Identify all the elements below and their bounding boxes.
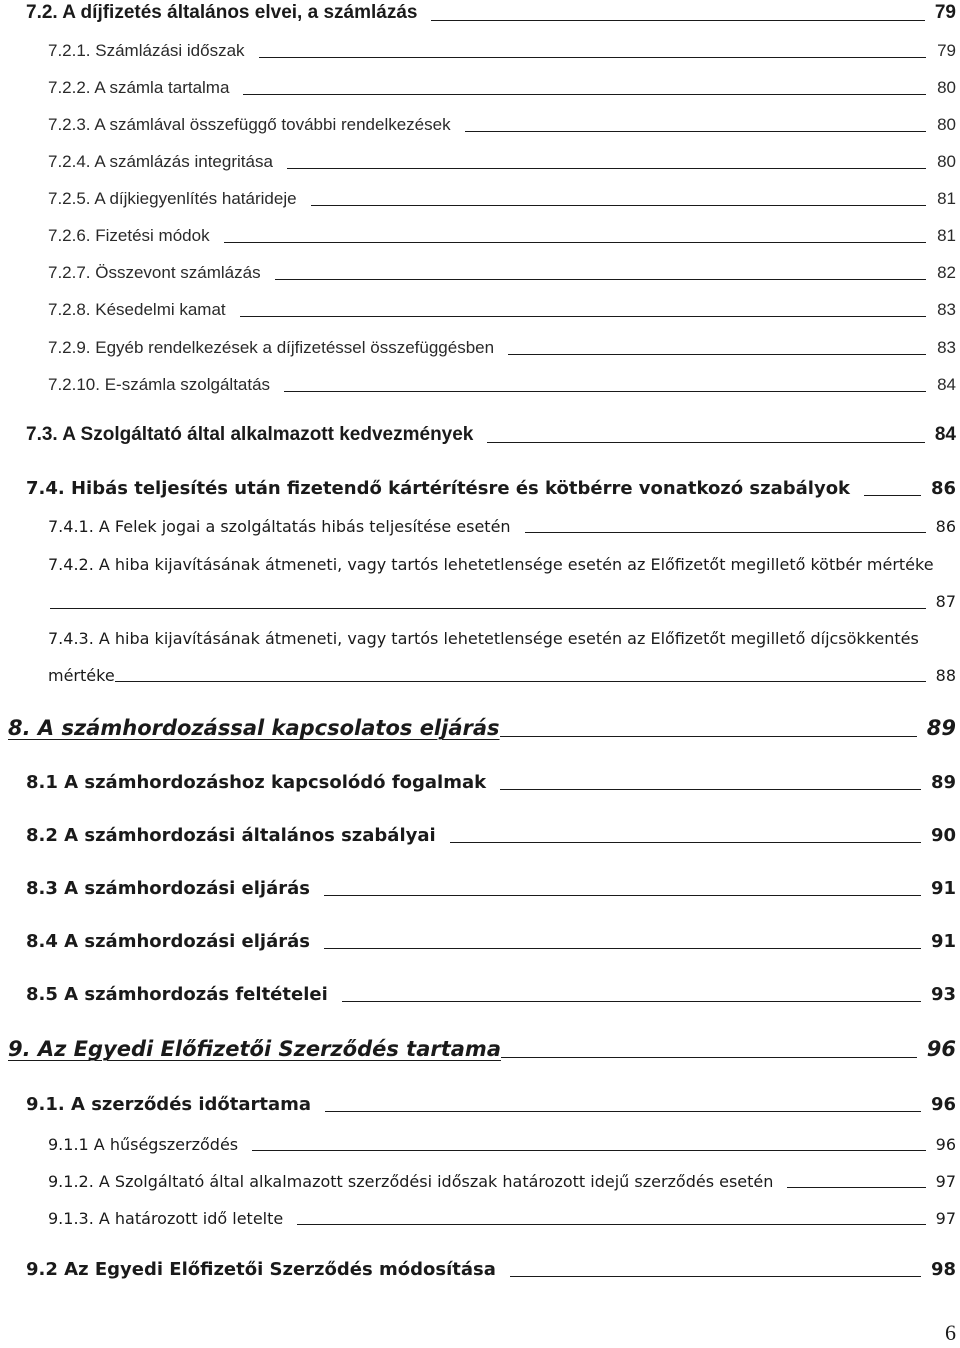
toc-entry-page: 86 bbox=[930, 478, 956, 499]
toc-entry[interactable] bbox=[26, 878, 956, 899]
toc-entry[interactable] bbox=[26, 1094, 956, 1115]
toc-entry-title: 8.3 A számhordozási eljárás bbox=[26, 878, 310, 899]
toc-entry[interactable] bbox=[48, 226, 956, 246]
toc-entry[interactable] bbox=[48, 263, 956, 283]
toc-entry-title: 8.1 A számhordozáshoz kapcsolódó fogalmak bbox=[26, 772, 487, 793]
toc-entry-title: 7.2.3. A számlával összefüggő további rendelkezések bbox=[48, 115, 451, 134]
toc-entry-title: 9.2 Az Egyedi Előfizetői Szerződés módosítása bbox=[26, 1259, 496, 1280]
toc-entry[interactable] bbox=[26, 2, 956, 24]
toc-entry-title: 8.5 A számhordozás feltételei bbox=[26, 984, 328, 1005]
toc-leader-line bbox=[500, 736, 917, 737]
toc-leader-line bbox=[297, 1224, 925, 1225]
toc-entry-title: 7.2.9. Egyéb rendelkezések a díjfizetéssel összefüggésben bbox=[48, 338, 495, 357]
toc-entry[interactable] bbox=[48, 152, 956, 172]
toc-leader-line bbox=[284, 391, 926, 392]
toc-entry-page: 80 bbox=[937, 152, 956, 171]
toc-entry[interactable] bbox=[48, 375, 956, 395]
toc-leader-line bbox=[311, 205, 926, 206]
toc-entry-page: 87 bbox=[935, 592, 956, 611]
toc-entry[interactable] bbox=[48, 517, 956, 536]
toc-entry[interactable] bbox=[48, 1209, 956, 1228]
toc-entry-title: 7.2.4. A számlázás integritása bbox=[48, 152, 273, 171]
toc-leader-line bbox=[243, 94, 926, 95]
toc-entry-title: 9.1.3. A határozott idő letelte bbox=[48, 1209, 284, 1228]
toc-entry-page: 97 bbox=[935, 1209, 956, 1228]
toc-leader-line bbox=[259, 57, 926, 58]
toc-leader-line bbox=[240, 316, 926, 317]
toc-entry-page: 91 bbox=[930, 931, 956, 952]
toc-entry-title: 8. A számhordozással kapcsolatos eljárás bbox=[8, 716, 500, 740]
toc-entry-title[interactable]: 7.4.3. A hiba kijavításának átmeneti, vagy tartós lehetetlensége esetén az Előfizetőt megillető díjcsökkentés bbox=[48, 629, 919, 648]
toc-leader-line bbox=[525, 532, 926, 533]
toc-leader-line bbox=[450, 842, 921, 843]
toc-entry[interactable] bbox=[48, 1172, 956, 1191]
toc-leader-line bbox=[252, 1150, 926, 1151]
toc-leader-line bbox=[224, 242, 926, 243]
toc-entry-title-continued: mértéke bbox=[48, 666, 115, 685]
toc-leader-line bbox=[500, 789, 921, 790]
toc-leader-line bbox=[275, 279, 926, 280]
toc-entry[interactable] bbox=[26, 772, 956, 793]
toc-entry[interactable] bbox=[26, 478, 956, 499]
toc-entry-title: 7.3. A Szolgáltató által alkalmazott kedvezmények bbox=[26, 424, 474, 445]
toc-entry-title: 8.2 A számhordozási általános szabályai bbox=[26, 825, 436, 846]
toc-leader-line bbox=[787, 1187, 925, 1188]
toc-leader-line bbox=[487, 442, 924, 443]
toc-entry-page: 84 bbox=[934, 424, 956, 445]
toc-entry-page: 93 bbox=[930, 984, 956, 1005]
toc-entry-title: 9.1. A szerződés időtartama bbox=[26, 1094, 312, 1115]
toc-entry-page: 81 bbox=[937, 226, 956, 245]
toc-entry-title: 7.2.5. A díjkiegyenlítés határideje bbox=[48, 189, 297, 208]
toc-entry[interactable] bbox=[48, 78, 956, 98]
toc-leader-line bbox=[342, 1001, 921, 1002]
toc-entry-page: 81 bbox=[937, 189, 956, 208]
toc-entry-page: 90 bbox=[930, 825, 956, 846]
toc-leader-line bbox=[431, 20, 924, 21]
toc-leader-line bbox=[115, 681, 926, 682]
toc-entry-page: 96 bbox=[935, 1135, 956, 1154]
toc-entry-page: 84 bbox=[937, 375, 956, 394]
toc-entry[interactable] bbox=[26, 424, 956, 446]
toc-entry-page: 91 bbox=[930, 878, 956, 899]
toc-entry[interactable] bbox=[48, 115, 956, 135]
toc-entry[interactable] bbox=[48, 666, 956, 685]
toc-entry-page: 83 bbox=[937, 338, 956, 357]
toc-entry-title: 7.2.8. Késedelmi kamat bbox=[48, 300, 226, 319]
toc-entry-page: 97 bbox=[935, 1172, 956, 1191]
toc-entry-page: 86 bbox=[935, 517, 956, 536]
toc-entry-page: 80 bbox=[937, 78, 956, 97]
toc-entry-page: 88 bbox=[935, 666, 956, 685]
page-number: 6 bbox=[945, 1320, 956, 1345]
toc-entry-title: 9.1.1 A hűségszerződés bbox=[48, 1135, 239, 1154]
toc-entry[interactable] bbox=[48, 1135, 956, 1154]
toc-entry[interactable] bbox=[48, 41, 956, 61]
toc-entry-page: 79 bbox=[934, 2, 956, 23]
toc-entry[interactable] bbox=[26, 984, 956, 1005]
toc-leader-line bbox=[508, 354, 926, 355]
toc-entry-title: 7.2.10. E-számla szolgáltatás bbox=[48, 375, 271, 394]
toc-entry[interactable] bbox=[48, 300, 956, 320]
toc-leader-line bbox=[864, 495, 921, 496]
toc-leader-line bbox=[325, 1111, 921, 1112]
toc-entry-title: 7.4.1. A Felek jogai a szolgáltatás hibás teljesítése esetén bbox=[48, 517, 511, 536]
toc-entry-title: 7.2.2. A számla tartalma bbox=[48, 78, 230, 97]
toc-entry-title: 9.1.2. A Szolgáltató által alkalmazott szerződési időszak határozott idejű szerződés esetén bbox=[48, 1172, 774, 1191]
toc-leader-line bbox=[510, 1276, 921, 1277]
toc-entry-page: 82 bbox=[937, 263, 956, 282]
toc-leader-line bbox=[465, 131, 926, 132]
toc-entry[interactable] bbox=[26, 825, 956, 846]
toc-entry[interactable] bbox=[26, 1259, 956, 1280]
toc-entry[interactable] bbox=[48, 338, 956, 358]
toc-leader-line bbox=[287, 168, 926, 169]
toc-entry-title: 7.4. Hibás teljesítés után fizetendő kártérítésre és kötbérre vonatkozó szabályok bbox=[26, 478, 851, 499]
toc-leader-line bbox=[324, 948, 921, 949]
toc-entry-page: 96 bbox=[926, 1037, 956, 1061]
toc-entry-page: 80 bbox=[937, 115, 956, 134]
toc-entry-title: 7.2. A díjfizetés általános elvei, a számlázás bbox=[26, 2, 418, 23]
toc-entry-title: 9. Az Egyedi Előfizetői Szerződés tartama bbox=[8, 1037, 501, 1061]
toc-entry-title: 7.2.6. Fizetési módok bbox=[48, 226, 210, 245]
toc-entry-page: 83 bbox=[937, 300, 956, 319]
toc-entry-page: 96 bbox=[930, 1094, 956, 1115]
toc-entry[interactable] bbox=[26, 931, 956, 952]
toc-entry-page: 89 bbox=[926, 716, 956, 740]
toc-entry-title: 7.2.1. Számlázási időszak bbox=[48, 41, 245, 60]
toc-entry-title: 7.2.7. Összevont számlázás bbox=[48, 263, 261, 282]
toc-entry-page: 89 bbox=[930, 772, 956, 793]
toc-entry[interactable] bbox=[48, 189, 956, 209]
toc-leader-line bbox=[501, 1057, 917, 1058]
toc-entry-page: 98 bbox=[930, 1259, 956, 1280]
toc-entry[interactable] bbox=[8, 716, 956, 740]
toc-entry[interactable] bbox=[8, 1037, 956, 1061]
toc-entry-page: 79 bbox=[937, 41, 956, 60]
toc-leader-line bbox=[324, 895, 921, 896]
toc-leader-line bbox=[50, 608, 926, 609]
toc-entry-title: 8.4 A számhordozási eljárás bbox=[26, 931, 310, 952]
toc-entry-title[interactable]: 7.4.2. A hiba kijavításának átmeneti, vagy tartós lehetetlensége esetén az Előfizetőt megillető kötbér mértéke bbox=[48, 555, 934, 574]
